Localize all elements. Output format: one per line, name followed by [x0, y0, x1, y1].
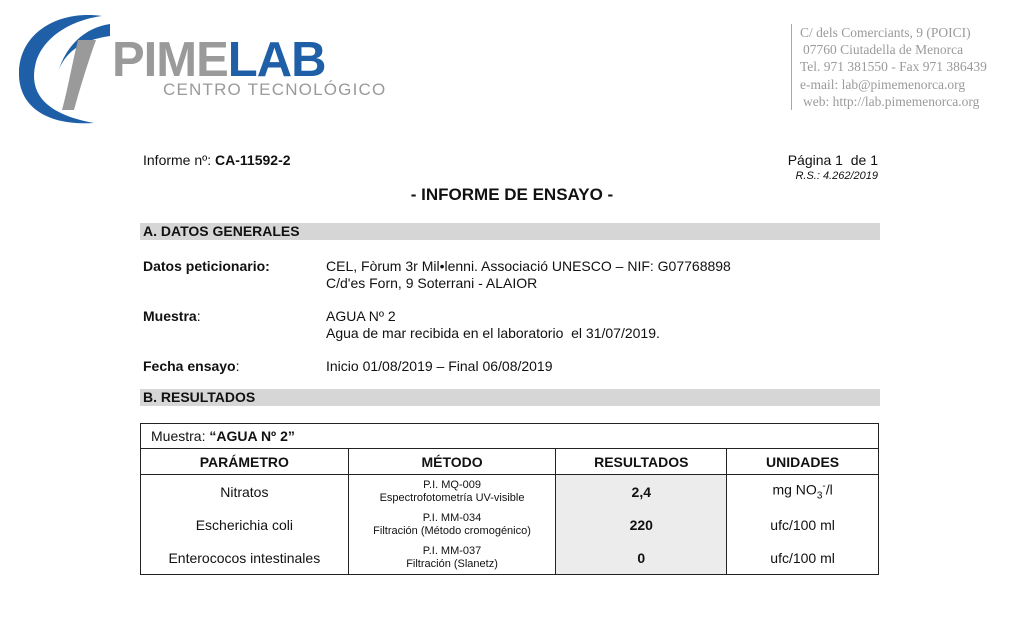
table-row — [141, 541, 879, 575]
resultado-cell: 220 — [556, 508, 727, 541]
brand-part-2: LAB — [227, 33, 326, 87]
results-header-row — [141, 449, 879, 475]
peticionario-line-1: CEL, Fòrum 3r Mil•lenni. Associació UNESCO – NIF: G07768898 — [326, 258, 731, 274]
unidad-main: mg NO — [772, 481, 817, 498]
unidad-cell — [727, 541, 879, 575]
report-number-label: Informe nº: — [143, 152, 216, 168]
contact-address: C/ dels Comerciants, 9 (POICI) — [800, 25, 971, 40]
contact-city: 07760 Ciutadella de Menorca — [803, 42, 964, 58]
metodo-desc: Filtración (Método cromogénico) — [373, 524, 531, 537]
metodo-code: P.I. MM-037 — [422, 544, 482, 557]
brand-part-1: PIME — [112, 33, 228, 87]
unidad-main: ufc/100 ml — [770, 549, 835, 566]
contact-phone: Tel. 971 381550 - Fax 971 386439 — [800, 59, 987, 75]
unidad-main: ufc/100 ml — [770, 516, 835, 533]
peticionario-value — [326, 258, 731, 292]
peticionario-label: Datos peticionario: — [143, 258, 270, 274]
resultado-cell: 0 — [556, 541, 727, 575]
report-number-value: CA-11592-2 — [215, 152, 291, 168]
parametro-cell: Enterococos intestinales — [141, 541, 349, 575]
pimelab-logo-icon — [14, 10, 114, 128]
results-sample-prefix: Muestra: — [151, 428, 210, 444]
table-row — [141, 508, 879, 541]
unidad-cell — [727, 508, 879, 541]
contact-block — [791, 24, 987, 110]
table-row — [141, 475, 879, 509]
section-b-header: B. RESULTADOS — [140, 389, 880, 406]
muestra-value — [326, 308, 660, 342]
contact-web: web: http://lab.pimemenorca.org — [803, 93, 980, 109]
parametro-cell: Escherichia coli — [141, 508, 349, 541]
metodo-cell — [348, 508, 556, 541]
unidad-subscript: 3 — [816, 490, 823, 502]
muestra-label — [143, 308, 201, 324]
fecha-label-colon: : — [235, 358, 240, 374]
metodo-desc: Espectrofotometría UV-visible — [379, 491, 525, 504]
metodo-cell — [348, 475, 556, 509]
fecha-label-text: Fecha ensayo — [143, 358, 236, 374]
fecha-value: Inicio 01/08/2019 – Final 06/08/2019 — [326, 358, 553, 374]
results-table — [140, 423, 879, 575]
muestra-label-colon: : — [196, 308, 201, 324]
contact-email: e-mail: lab@pimemenorca.org — [800, 76, 966, 92]
unidad-cell — [727, 475, 879, 509]
metodo-code: P.I. MM-034 — [422, 511, 482, 524]
results-sample-name: “AGUA Nº 2” — [209, 428, 295, 444]
parametro-cell: Nitratos — [141, 475, 349, 509]
muestra-line-2: Agua de mar recibida en el laboratorio el 31/07/2019. — [326, 325, 660, 341]
header-metodo: MÉTODO — [348, 449, 556, 475]
registry-number: R.S.: 4.262/2019 — [795, 170, 878, 182]
page-indicator: Página 1 de 1 — [787, 152, 878, 168]
section-a-header: A. DATOS GENERALES — [140, 223, 880, 240]
metodo-code: P.I. MQ-009 — [423, 478, 481, 491]
header-parametro: PARÁMETRO — [141, 449, 349, 475]
peticionario-line-2: C/d'es Forn, 9 Soterrani - ALAIOR — [326, 275, 538, 291]
unidad-suffix: /l — [825, 481, 833, 498]
fecha-label — [143, 358, 240, 374]
report-number — [143, 152, 291, 168]
header-unidades: UNIDADES — [727, 449, 879, 475]
header-resultados: RESULTADOS — [556, 449, 727, 475]
metodo-desc: Filtración (Slanetz) — [406, 557, 498, 570]
muestra-label-text: Muestra — [143, 308, 197, 324]
metodo-cell — [348, 541, 556, 575]
brand-name — [112, 33, 326, 87]
resultado-cell: 2,4 — [556, 475, 727, 509]
unidad-superscript: - — [822, 481, 826, 493]
document-title: - INFORME DE ENSAYO - — [410, 185, 614, 204]
brand-subtitle: CENTRO TECNOLÓGICO — [163, 80, 387, 99]
results-sample-row — [141, 424, 879, 449]
muestra-line-1: AGUA Nº 2 — [326, 308, 396, 324]
results-sample-cell — [141, 424, 879, 449]
